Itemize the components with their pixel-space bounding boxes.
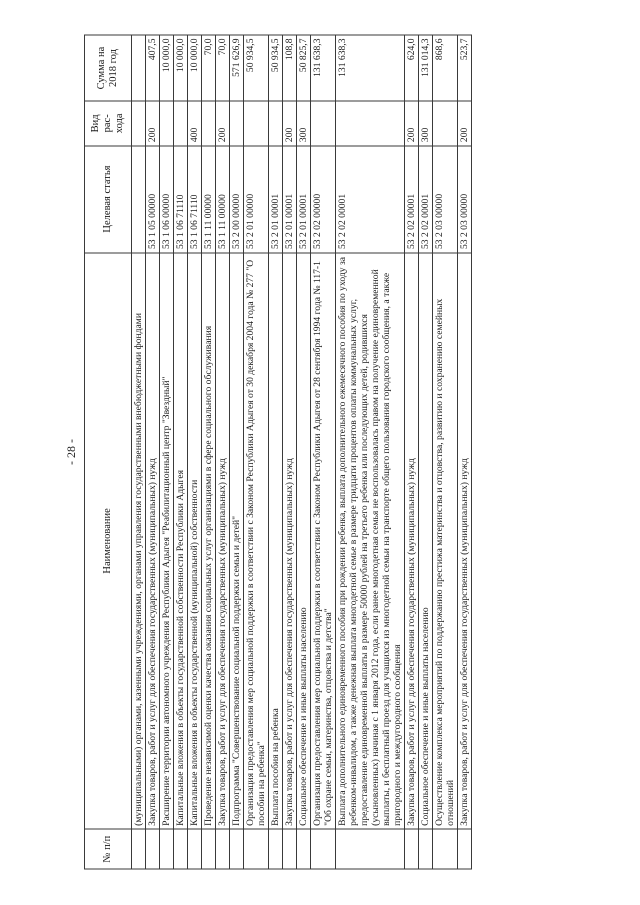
cell-name: Социальное обеспечение и иные выплаты населению (297, 253, 311, 830)
cell-name: Закупка товаров, работ и услуг для обеспечения государственных (муниципальных) нужд (216, 253, 230, 830)
cell-target-article: 53 2 03 00000 (433, 146, 458, 253)
cell-name: (муниципальными) органами, казенными учреждениями, органами управления государственными внебюджетными фондами (132, 253, 146, 830)
cell-name: Капитальные вложения в объекты государственной (муниципальной) собственности (188, 253, 202, 830)
cell-expense-type (433, 101, 458, 145)
cell-expense-type (269, 101, 283, 145)
cell-expense-type (336, 101, 405, 145)
cell-sum: 10 000,0 (188, 35, 202, 101)
cell-target-article: 53 2 02 00001 (419, 146, 433, 253)
cell-number (230, 829, 244, 869)
cell-name: Выплата пособия на ребенка (269, 253, 283, 830)
cell-sum (132, 35, 146, 101)
cell-name: Закупка товаров, работ и услуг для обеспечения государственных (муниципальных) нужд (405, 253, 419, 830)
column-header-name: Наименование (85, 253, 132, 830)
cell-number (132, 829, 146, 869)
table-row (433, 35, 458, 869)
cell-sum: 10 000,0 (160, 35, 174, 101)
cell-target-article (132, 146, 146, 253)
cell-expense-type: 300 (419, 101, 433, 145)
cell-name: Расширение территории автономного учреждения Республики Адыгея "Реабилитационный центр "Звездный" (160, 253, 174, 830)
cell-name: Закупка товаров, работ и услуг для обеспечения государственных (муниципальных) нужд (283, 253, 297, 830)
cell-sum: 10 000,0 (174, 35, 188, 101)
cell-expense-type (230, 101, 244, 145)
table-row (311, 35, 336, 869)
cell-sum: 131 638,3 (336, 35, 405, 101)
cell-number (433, 829, 458, 869)
table-row (174, 35, 188, 869)
cell-expense-type (160, 101, 174, 145)
table-body (132, 35, 472, 869)
cell-target-article: 53 1 05 00000 (146, 146, 160, 253)
budget-table (84, 35, 472, 870)
cell-target-article: 53 1 11 00000 (216, 146, 230, 253)
cell-sum: 131 014,3 (419, 35, 433, 101)
cell-number (174, 829, 188, 869)
cell-sum: 571 626,9 (230, 35, 244, 101)
table-row (458, 35, 472, 869)
cell-target-article: 53 2 02 00001 (336, 146, 405, 253)
cell-number (311, 829, 336, 869)
cell-expense-type: 200 (405, 101, 419, 145)
cell-sum: 523,7 (458, 35, 472, 101)
table-row (405, 35, 419, 869)
cell-target-article: 53 1 11 00000 (202, 146, 216, 253)
cell-sum: 70,0 (216, 35, 230, 101)
cell-name: Проведение независимой оценки качества оказания социальных услуг организациями в сфере социального обслуживания (202, 253, 216, 830)
cell-number (405, 829, 419, 869)
cell-target-article: 53 2 01 00001 (269, 146, 283, 253)
table-row (202, 35, 216, 869)
column-header-target-article: Целевая статья (85, 146, 132, 253)
rotated-page-content (60, 35, 580, 870)
table-row (216, 35, 230, 869)
table-row (160, 35, 174, 869)
cell-name: Организация предоставления мер социальной поддержки в соответствии с Законом Республики Адыгея от 28 сентября 1994 года № 117-1 "Об охране семьи, материнства, отцовства и детства" (311, 253, 336, 830)
cell-number (146, 829, 160, 869)
cell-target-article: 53 2 01 00000 (244, 146, 269, 253)
cell-target-article: 53 2 02 00001 (405, 146, 419, 253)
cell-number (216, 829, 230, 869)
table-row (419, 35, 433, 869)
cell-target-article: 53 2 02 00000 (311, 146, 336, 253)
cell-expense-type (174, 101, 188, 145)
cell-expense-type: 200 (283, 101, 297, 145)
cell-sum: 131 638,3 (311, 35, 336, 101)
table-row (269, 35, 283, 869)
cell-sum: 407,5 (146, 35, 160, 101)
cell-number (458, 829, 472, 869)
cell-number (297, 829, 311, 869)
cell-target-article: 53 2 03 00000 (458, 146, 472, 253)
table-row (244, 35, 269, 869)
cell-sum: 50 934,5 (269, 35, 283, 101)
cell-name: Капитальные вложения в объекты государственной собственности Республики Адыгея (174, 253, 188, 830)
cell-number (283, 829, 297, 869)
table-header-row (85, 35, 132, 869)
cell-number (202, 829, 216, 869)
cell-sum: 868,6 (433, 35, 458, 101)
table-row (283, 35, 297, 869)
cell-expense-type: 200 (458, 101, 472, 145)
cell-number (244, 829, 269, 869)
table-row (132, 35, 146, 869)
cell-sum: 108,8 (283, 35, 297, 101)
cell-expense-type: 400 (188, 101, 202, 145)
cell-name: Социальное обеспечение и иные выплаты населению (419, 253, 433, 830)
cell-number (336, 829, 405, 869)
column-header-number: № п/п (85, 829, 132, 869)
column-header-sum-2018: Сумма на 2018 год (85, 35, 132, 101)
cell-sum: 624,0 (405, 35, 419, 101)
cell-expense-type: 200 (216, 101, 230, 145)
cell-name: Подпрограмма "Совершенствование социальной поддержки семьи и детей" (230, 253, 244, 830)
cell-target-article: 53 2 01 00001 (297, 146, 311, 253)
cell-target-article: 53 1 06 71110 (174, 146, 188, 253)
cell-expense-type: 200 (146, 101, 160, 145)
cell-number (188, 829, 202, 869)
table-row (230, 35, 244, 869)
cell-expense-type: 300 (297, 101, 311, 145)
cell-target-article: 53 2 01 00001 (283, 146, 297, 253)
cell-name: Закупка товаров, работ и услуг для обеспечения государственных (муниципальных) нужд (146, 253, 160, 830)
cell-name: Осуществление комплекса мероприятий по поддержанию престижа материнства и отцовства, развитию и сохранению семейных отношений (433, 253, 458, 830)
cell-target-article: 53 1 06 00000 (160, 146, 174, 253)
cell-name: Закупка товаров, работ и услуг для обеспечения государственных (муниципальных) нужд (458, 253, 472, 830)
cell-number (160, 829, 174, 869)
cell-target-article: 53 1 06 71110 (188, 146, 202, 253)
cell-sum: 50 934,5 (244, 35, 269, 101)
table-row (336, 35, 405, 869)
cell-expense-type (244, 101, 269, 145)
table-row (188, 35, 202, 869)
cell-name: Выплата дополнительного единовременного пособия при рождении ребенка, выплата дополнительного ежемесячного пособия по уходу за ребенком-инвалидом, а также денежная выплата многодетной семье в размере тридцати процентов оплаты коммунальных услуг, предоставление единовременной выплаты в размере 50000 рублей на третьего ребенка или последующих детей, родившихся (усыновленных) начиная с 1 января 2012 года, если ранее многодетная семья не воспользовалась правом на получение единовременной выплаты, и бесплатный проезд для учащихся из многодетной семьи на транспорте общего пользования городского сообщения, а также пригородного и междугородного сообщения (336, 253, 405, 830)
cell-expense-type (202, 101, 216, 145)
cell-expense-type (132, 101, 146, 145)
cell-expense-type (311, 101, 336, 145)
cell-name: Организация предоставления мер социальной поддержки в соответствии с Законом Республики Адыгея от 30 декабря 2004 года № 277 "О пособии на ребенка" (244, 253, 269, 830)
page-number: - 28 - (64, 439, 78, 465)
column-header-expense-type: Вид рас-хода (85, 101, 132, 145)
cell-sum: 70,0 (202, 35, 216, 101)
table-row (146, 35, 160, 869)
cell-number (419, 829, 433, 869)
cell-target-article: 53 2 00 00000 (230, 146, 244, 253)
cell-sum: 50 825,7 (297, 35, 311, 101)
table-row (297, 35, 311, 869)
cell-number (269, 829, 283, 869)
